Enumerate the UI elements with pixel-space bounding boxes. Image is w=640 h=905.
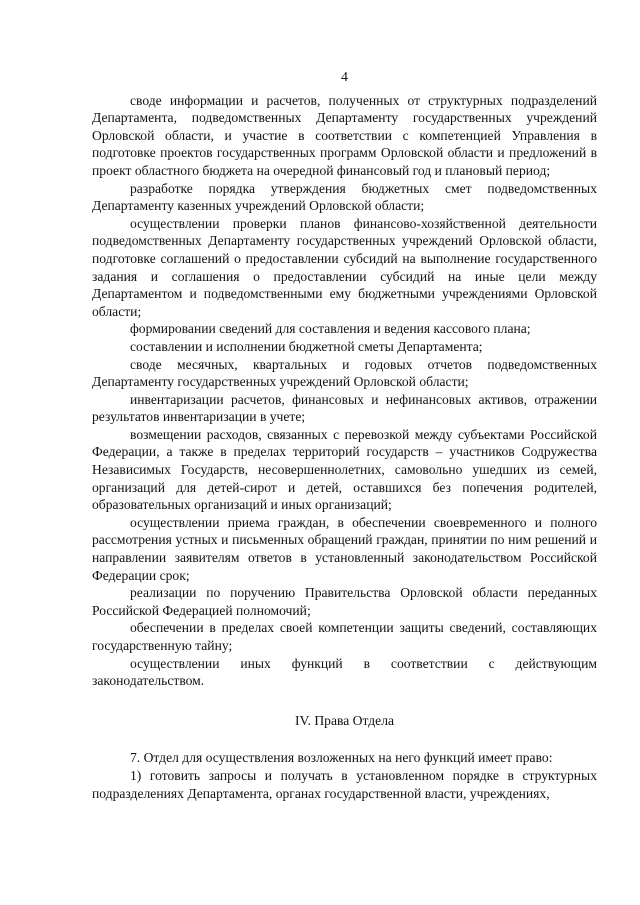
paragraph-budget-estimates: разработке порядка утверждения бюджетных смет подведомственных Департаменту казенных учреждений Орловской области; [92, 180, 597, 214]
paragraph-budget-estimate-execution: составлении и исполнении бюджетной сметы Департамента; [130, 338, 483, 354]
paragraph-transport-reimbursement: возмещении расходов, связанных с перевозкой между субъектами Российской Федерации, а также в пределах территорий государств – участников Содружества Независимых Государств, несовершеннолетних, самовольно ушедших из семей, организаций для детей-сирот и детей, оставшихся без попечения родителей, образовательных организаций и иных организаций; [92, 426, 597, 513]
paragraph-citizen-reception: осуществлении приема граждан, в обеспечении своевременного и полного рассмотрения устных и письменных обращений граждан, принятии по ним решений и направлении заявителям ответов в установленный законодательством Российской Федерации срок; [92, 514, 597, 583]
paragraph-inventory: инвентаризации расчетов, финансовых и нефинансовых активов, отражении результатов инвентаризации в учете; [92, 391, 597, 425]
paragraph-reports-summary: своде месячных, квартальных и годовых отчетов подведомственных Департаменту государственных учреждений Орловской области; [92, 356, 597, 390]
paragraph-cash-plan: формировании сведений для составления и ведения кассового плана; [130, 321, 531, 337]
paragraph-summary-info: своде информации и расчетов, полученных от структурных подразделений Департамента, подведомственных Департаменту государственных учреждений Орловской области, и участие в соответствии с компетенцией Управления в подготовке проектов государственных программ Орловской области и предложений в проект областного бюджета на очередной финансовый год и плановый период; [92, 92, 597, 178]
paragraph-rights-item-1: 1) готовить запросы и получать в установленном порядке в структурных подразделениях Департамента, органах государственной власти, учреждениях, [92, 767, 597, 801]
paragraph-other-functions: осуществлении иных функций в соответствии с действующим законодательством. [92, 655, 597, 689]
paragraph-state-secret: обеспечении в пределах своей компетенции защиты сведений, составляющих государственную тайну; [92, 620, 597, 653]
page-number: 4 [341, 69, 348, 84]
document-page [92, 68, 597, 802]
section-title: IV. Права Отдела [294, 712, 395, 728]
paragraph-delegated-powers: реализации по поручению Правительства Орловской области переданных Российской Федерацией полномочий; [92, 585, 597, 618]
paragraph-rights-intro: 7. Отдел для осуществления возложенных на него функций имеет право: [130, 750, 553, 766]
paragraph-plan-verification: осуществлении проверки планов финансово-хозяйственной деятельности подведомственных Департаменту государственных учреждений Орловской области, подготовке соглашений о предоставлении субсидий на выполнение государственного задания и соглашения о предоставлении субсидий на иные цели между Департаментом и подведомственными ему бюджетными учреждениями Орловской области; [92, 215, 597, 319]
